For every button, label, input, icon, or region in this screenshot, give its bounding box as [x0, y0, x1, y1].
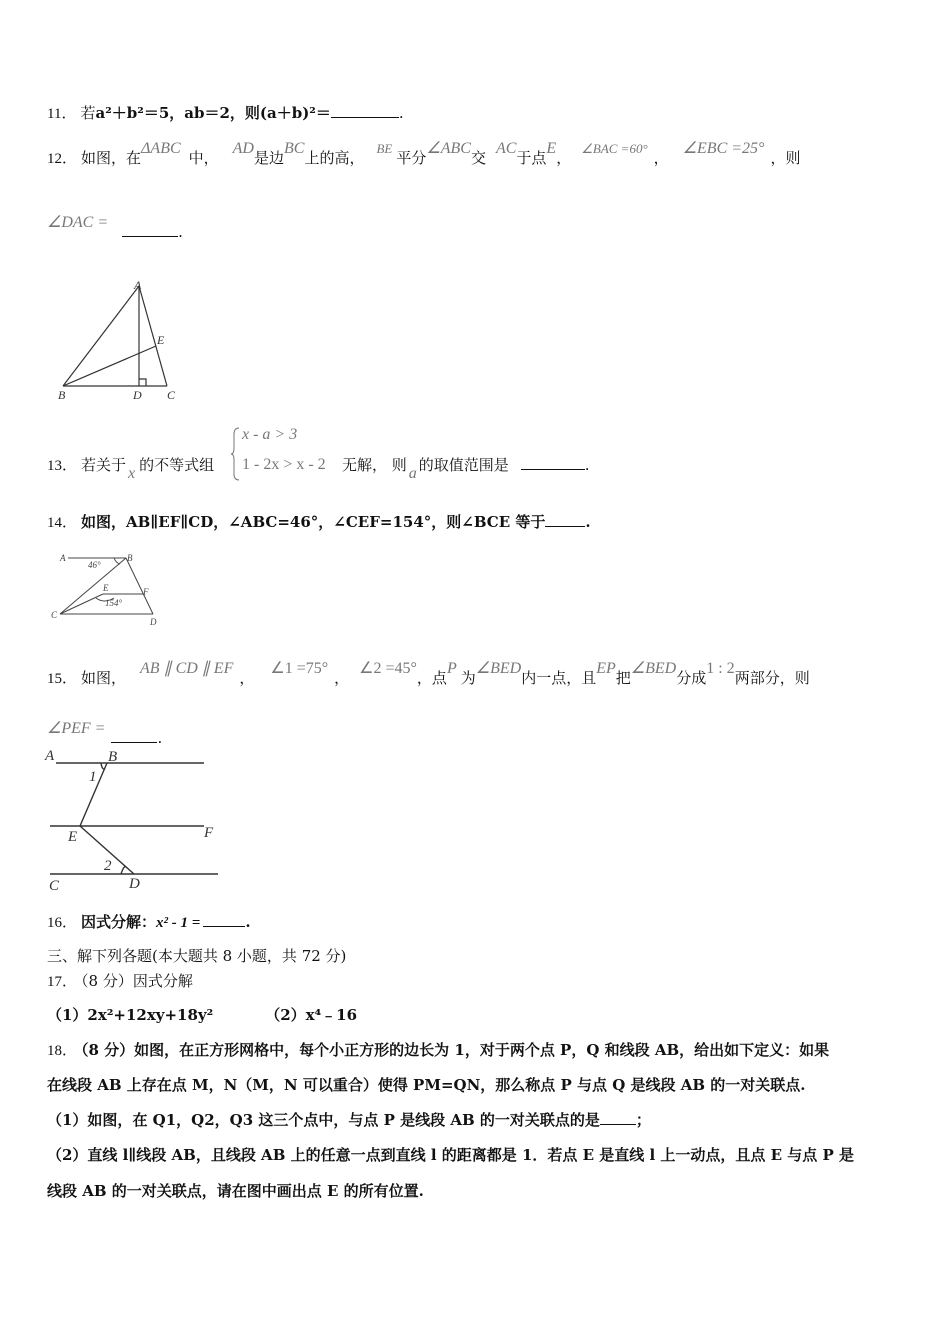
label-b: B — [108, 749, 118, 765]
math-be: BE — [376, 141, 393, 156]
question-text: 平分 — [396, 149, 427, 167]
question-text: 若关于 — [81, 456, 127, 474]
math-angle-bed: ∠BED — [475, 660, 522, 677]
section-heading: 三、解下列各题(本大题共 8 小题，共 72 分) — [47, 947, 347, 965]
punctuation: . — [398, 104, 404, 122]
question-text: 把 — [615, 669, 631, 687]
question-number: 12． — [47, 151, 78, 167]
label-f: F — [204, 825, 214, 841]
label-e: E — [103, 583, 109, 593]
math-angle-1: ∠1 =75° — [270, 660, 329, 677]
question-17-parts — [47, 1005, 357, 1025]
question-text: 如图，AB∥EF∥CD，∠ABC=46°，∠CEF=154°，则∠BCE 等于 — [81, 513, 546, 531]
question-13 — [47, 455, 215, 482]
math-e: E — [546, 140, 557, 157]
label-a: A — [45, 748, 55, 764]
label-a: A — [60, 553, 66, 563]
question-18-part1 — [47, 1110, 651, 1130]
question-text: ， — [653, 149, 669, 167]
question-11 — [47, 103, 404, 124]
math-angle-bed: ∠BED — [630, 660, 677, 677]
math-triangle-abc: ΔABC — [141, 140, 181, 157]
punctuation: . — [245, 913, 251, 931]
label-b: B — [127, 553, 133, 563]
segment-ce — [60, 594, 103, 614]
math-bc: BC — [284, 140, 305, 157]
question-number: 17． — [47, 974, 78, 990]
inequality-system — [231, 426, 341, 482]
label-c: C — [49, 878, 60, 894]
question-number: 16． — [47, 915, 78, 931]
question-text: 是边 — [253, 149, 284, 167]
answer-blank[interactable] — [111, 728, 157, 743]
label-e: E — [157, 333, 165, 347]
math-ad: AD — [232, 140, 254, 157]
question-text: 无解， 则 — [342, 456, 407, 474]
math-x: x — [128, 465, 136, 482]
question-text: 分成 — [676, 669, 707, 687]
label-c: C — [51, 610, 58, 620]
math-angle-pef: ∠PEF = — [47, 720, 106, 737]
question-text: 于点 — [516, 149, 547, 167]
math-p: P — [446, 660, 457, 677]
question-text: 上的高， — [304, 149, 365, 167]
question-text: 两部分，则 — [734, 669, 810, 687]
punctuation: . — [585, 513, 591, 531]
triangle-figure-12 — [55, 278, 185, 403]
question-16 — [47, 912, 251, 933]
question-text: （1）如图，在 Q1，Q2，Q3 这三个点中，与点 P 是线段 AB 的一对关联点的是 — [47, 1111, 600, 1129]
question-text: 若 — [80, 104, 96, 122]
math-angle-ebc: ∠EBC =25° — [682, 140, 765, 157]
question-18-part2-cont: 线段 AB 的一对关联点，请在图中画出点 E 的所有位置. — [47, 1182, 424, 1200]
question-text: ，则 — [770, 149, 801, 167]
label-46: 46° — [88, 560, 101, 570]
label-angle-1: 1 — [89, 769, 97, 785]
question-text: 交 — [470, 149, 486, 167]
punctuation: . — [584, 456, 590, 474]
question-18-line2: 在线段 AB 上存在点 M，N（M，N 可以重合）使得 PM=QN，那么称点 P 与点 Q 是线段 AB 的一对关联点. — [47, 1076, 806, 1094]
question-18-part2: （2）直线 l∥线段 AB，且线段 AB 上的任意一点到直线 l 的距离都是 1．若点 E 是直线 l 上一动点，且点 E 与点 P 是 — [47, 1146, 855, 1164]
question-text: 的取值范围是 — [418, 456, 509, 474]
question-number: 11． — [47, 106, 77, 122]
question-text: 为 — [460, 669, 476, 687]
question-12-answer — [47, 212, 183, 241]
label-angle-2: 2 — [104, 858, 112, 874]
question-text: （8 分）因式分解 — [81, 972, 193, 990]
math-angle-2: ∠2 =45° — [359, 660, 417, 677]
question-text: ，点 — [416, 669, 447, 687]
question-text: 如图，在 — [81, 149, 142, 167]
label-d: D — [150, 617, 157, 627]
question-text: 内一点，且 — [521, 669, 597, 687]
question-number: 14． — [47, 515, 78, 531]
segment-ab — [63, 286, 139, 386]
math-a: a — [408, 465, 417, 482]
answer-blank[interactable] — [545, 512, 585, 527]
question-text: ， — [239, 669, 255, 687]
segment-bd — [126, 558, 153, 614]
brace-icon — [231, 426, 241, 482]
question-15 — [47, 660, 810, 689]
question-17 — [47, 971, 193, 992]
parallel-lines-figure-15 — [44, 744, 224, 894]
part-1: （1）2x²+12xy+18y² — [47, 1006, 214, 1024]
label-d: D — [133, 388, 142, 402]
question-text: ， — [334, 669, 350, 687]
punctuation: . — [178, 223, 183, 241]
part-2: （2）x⁴﹣16 — [265, 1006, 358, 1024]
segment-be — [63, 346, 156, 386]
question-14 — [47, 512, 591, 533]
question-12 — [47, 140, 801, 169]
label-e: E — [68, 829, 78, 845]
question-15-answer — [47, 718, 163, 747]
answer-blank[interactable] — [122, 222, 178, 237]
label-c: C — [167, 388, 176, 402]
label-f: F — [143, 587, 149, 597]
math-angle-abc: ∠ABC — [426, 140, 471, 157]
math-ep: EP — [596, 660, 616, 677]
answer-blank[interactable] — [203, 912, 245, 927]
math-parallel-lines: AB ∥ CD ∥ EF — [140, 660, 234, 677]
angle-arc-46 — [114, 558, 120, 564]
answer-blank[interactable] — [600, 1110, 636, 1125]
punctuation: . — [157, 729, 163, 747]
math-ratio: 1 : 2 — [706, 660, 735, 677]
math-angle-dac: ∠DAC = — [47, 214, 109, 231]
label-154: 154° — [105, 598, 123, 608]
angle-arc-2 — [121, 867, 126, 874]
question-18 — [47, 1040, 829, 1061]
label-b: B — [58, 388, 66, 402]
answer-blank[interactable] — [331, 103, 399, 118]
math-expression: a²＋b²＝5，ab＝2，则(a＋b)²＝ — [95, 104, 331, 122]
math-expression: x² - 1 = — [156, 915, 201, 931]
question-13-cont — [342, 455, 590, 482]
question-text: 的不等式组 — [139, 456, 215, 474]
question-text: ， — [556, 149, 572, 167]
question-text: （8 分）如图，在正方形网格中，每个小正方形的边长为 1，对于两个点 P，Q 和线段 AB，给出如下定义：如果 — [81, 1041, 830, 1059]
question-number: 15． — [47, 671, 78, 687]
question-number: 18． — [47, 1043, 78, 1059]
question-text: 中， — [188, 149, 219, 167]
right-angle-mark — [139, 379, 146, 386]
label-d: D — [129, 876, 140, 892]
parallel-lines-figure-14 — [48, 548, 168, 628]
answer-blank[interactable] — [521, 455, 585, 470]
inequality-1: x - a > 3 — [242, 426, 298, 443]
math-ac: AC — [495, 140, 517, 157]
punctuation: ； — [635, 1111, 651, 1129]
question-text: 如图， — [81, 669, 127, 687]
inequality-2: 1 - 2x > x - 2 — [242, 456, 326, 473]
question-text: 因式分解： — [81, 913, 157, 931]
question-number: 13． — [47, 458, 78, 474]
math-angle-bac: ∠BAC =60° — [581, 141, 648, 156]
label-a: A — [134, 278, 142, 292]
